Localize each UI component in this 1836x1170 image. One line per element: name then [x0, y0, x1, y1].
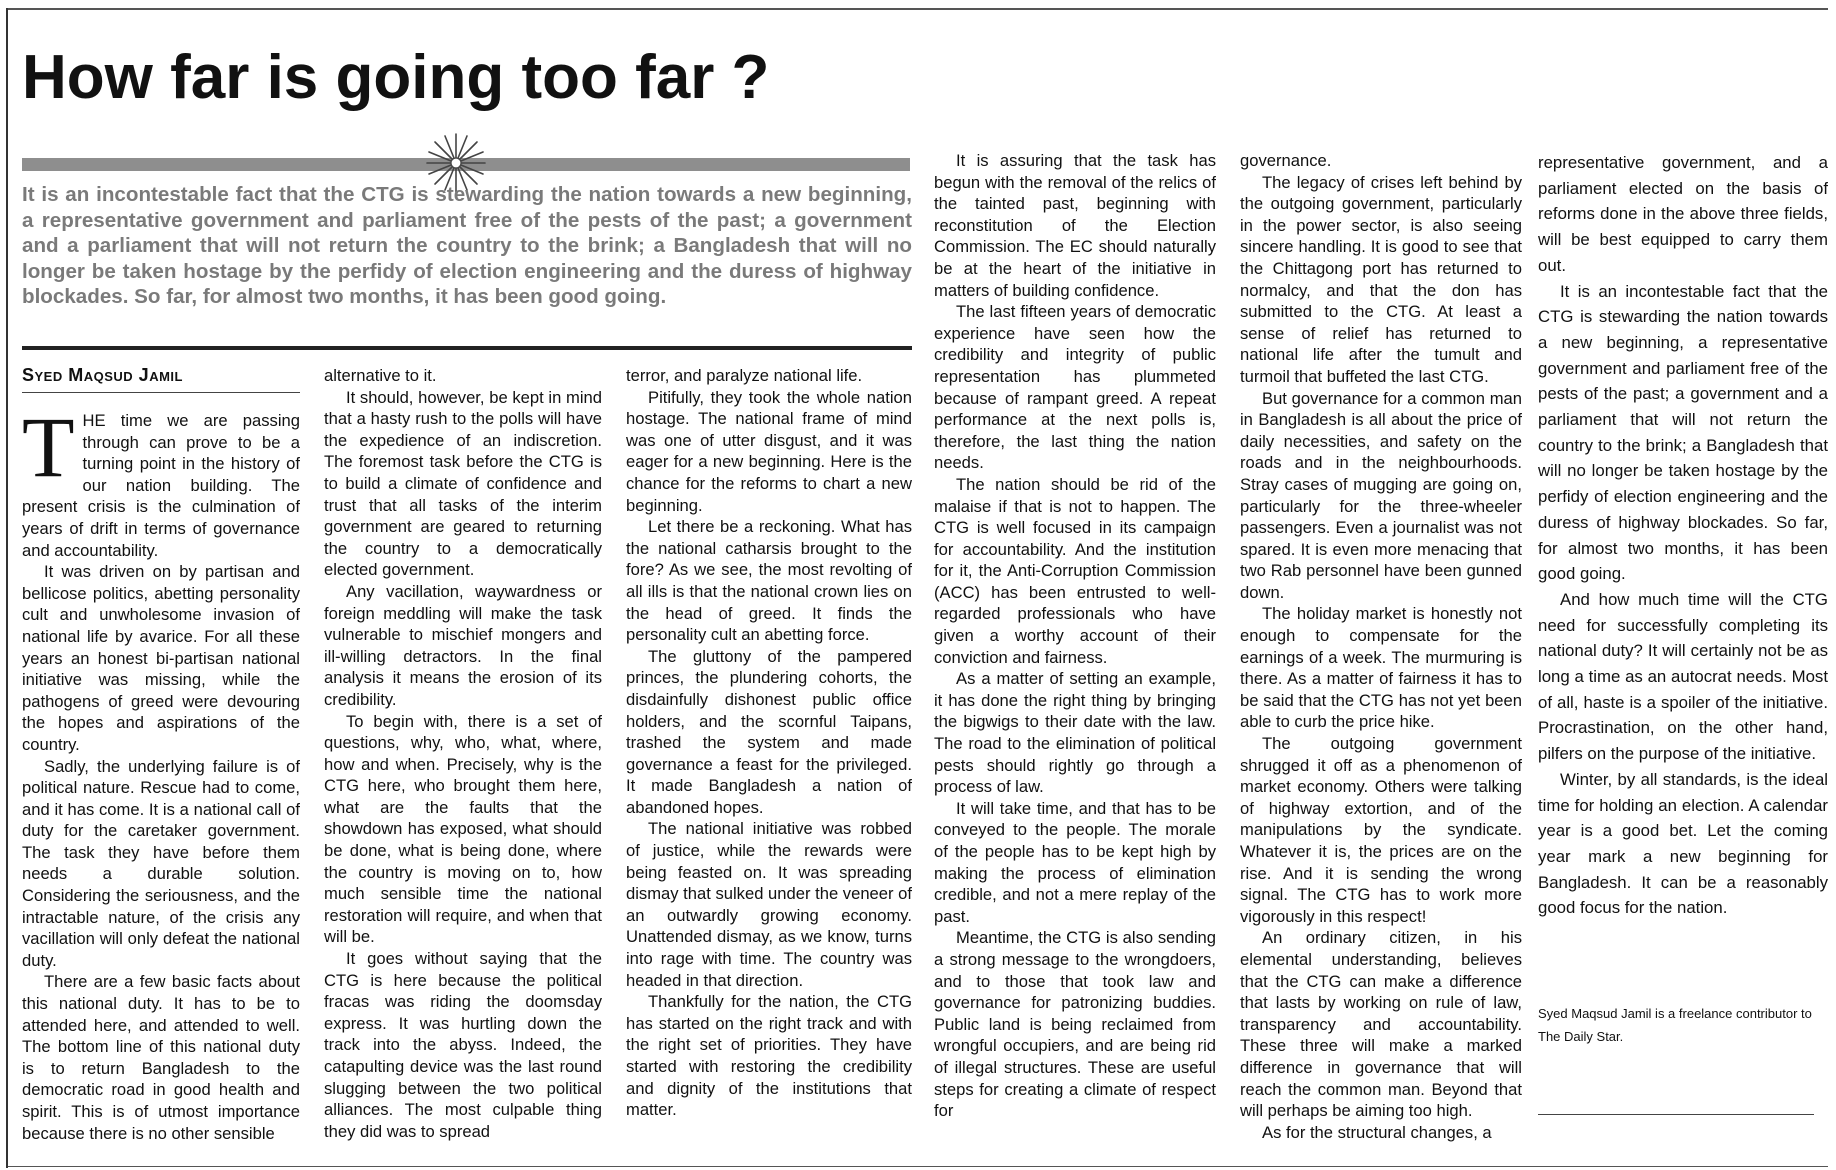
bottom-border-rule — [8, 1166, 1828, 1167]
paragraph: Winter, by all standards, is the ideal time for holding an election. A calendar year is a good bet. Let the coming year mark a new beginning for Bangladesh. It can be a reasonably good focus for the nation. — [1538, 769, 1828, 918]
author-bio-rule — [1538, 1114, 1814, 1115]
paragraph-continuation: governance. — [1240, 151, 1332, 170]
standfirst-bottom-rule — [22, 346, 912, 350]
paragraph: It should, however, be kept in mind that a hasty rush to the polls will have the expedience of an indiscretion. The foremost task before the CTG is to build a climate of confidence and trust that all tasks of the interim government are geared to returning the country to a democratically elected government. — [324, 387, 602, 580]
paragraph: An ordinary citizen, in his elemental understanding, believes that the CTG can make a difference that lasts by working on rule of law, transparency and accountability. These three will make a marked difference in governance that will reach the common man. Beyond that will perhaps be aiming too high. — [1240, 928, 1522, 1121]
byline: Syed Maqsud Jamil — [22, 365, 183, 385]
article-column-1 — [22, 410, 300, 1162]
headline: How far is going too far ? — [22, 43, 770, 112]
paragraph: There are a few basic facts about this national duty. It has to be to attended here, and attended to well. The bottom line of this national duty is to return Bangladesh to the democratic road in good health and spirit. This is of utmost importance because there is no other sensible — [22, 972, 300, 1143]
paragraph: It will take time, and that has to be conveyed to the people. The morale of the people has to be kept high by making the process of elimination credible, and not a mere replay of the past. — [934, 798, 1216, 926]
paragraph: It is assuring that the task has begun with the removal of the relics of the tainted past, beginning with reconstitution of the Election Commission. The EC should naturally be at the heart of the initiative in matters of building confidence. — [934, 151, 1216, 300]
paragraph: It is an incontestable fact that the CTG is stewarding the nation towards a new beginning, a representative government and parliament free of the pests of the past; a government and a parliament that will not return the country to the brink; a Bangladesh that will no longer be taken hostage by the perfidy of election engineering and the duress of highway blockades. So far, for almost two months, it has been good going. — [1538, 281, 1828, 584]
paragraph: The national initiative was robbed of justice, while the rewards were being feasted on. It was spreading dismay that sulked under the veneer of an outwardly growing economy. Unattended dismay, as we know, turns into rage with time. The country was headed in that direction. — [626, 819, 912, 990]
paragraph-continuation: alternative to it. — [324, 366, 437, 385]
paragraph: It was driven on by partisan and bellicose politics, abetting personality cult and unwholesome invasion of national life by avarice. For all these years an honest bi-partisan national initiative was missing, while the pathogens of greed were devouring the hopes and aspirations of the country. — [22, 562, 300, 754]
paragraph: Pitifully, they took the whole nation hostage. The national frame of mind was one of utter disgust, and it was eager for a new beginning. Here is the chance for the reforms to chart a new beginning. — [626, 387, 912, 515]
paragraph: Any vacillation, waywardness or foreign meddling will make the task vulnerable to mischief mongers and ill-willing detractors. In the final analysis it means the erosion of its credibility. — [324, 581, 602, 709]
paragraph: Meantime, the CTG is also sending a strong message to the wrongdoers, and to those that took law and governance for patronizing buddies. Public land is being reclaimed from wrongful occupiers, and are being rid of illegal structures. These are useful steps for creating a climate of respect for — [934, 928, 1216, 1121]
first-paragraph-text: HE time we are passing through can prove to be a turning point in the history of our nation building. The present crisis is the culmination of years of drift in terms of governance and accountability. — [22, 411, 300, 560]
left-border-rule — [6, 8, 8, 1168]
standfirst: It is an incontestable fact that the CTG is stewarding the nation towards a new beginning, a representative government and parliament free of the pests of the past; a government and a parliament that will not return the country to the brink; a Bangladesh that will no longer be taken hostage by the perfidy of election engineering and the duress of highway blockades. So far, for almost two months, it has been good going. — [22, 183, 912, 308]
paragraph: The nation should be rid of the malaise if that is not to happen. The CTG is well focused in its campaign for accountability. And the institution for it, the Anti-Corruption Commission (ACC) has been entrusted to well-regarded professionals who have given a worthy account of their conviction and fairness. — [934, 474, 1216, 667]
article-column-5 — [1240, 150, 1522, 1162]
dropcap: T — [22, 410, 75, 495]
article-column-2 — [324, 365, 602, 1162]
paragraph: But governance for a common man in Bangladesh is all about the price of daily necessities, and safety on the roads and in the neighbourhoods. Stray cases of mugging are going on, particularly for the three-wheeler passengers. Even a journalist was not spared. It is even more menacing that two Rab personnel have been gunned down. — [1240, 388, 1522, 602]
author-bio: Syed Maqsud Jamil is a freelance contributor to The Daily Star. — [1538, 1006, 1812, 1044]
byline-rule — [22, 392, 300, 393]
paragraph: And how much time will the CTG need for successfully completing its national duty? It will certainly not be as long a time as an autocrat needs. Most of all, haste is a spoiler of the initiative. Procrastination, on the other hand, pilfers on the purpose of the initiative. — [1538, 589, 1828, 764]
paragraph — [22, 410, 300, 561]
paragraph: The outgoing government shrugged it off as a phenomenon of market economy. Others were talking of highway extortion, and of the manipulations by the syndicate. Whatever it is, the prices are on the rise. And it is sending the wrong signal. The CTG has to work more vigorously in this respect! — [1240, 734, 1522, 926]
paragraph: Sadly, the underlying failure is of political nature. Rescue had to come, and it has come. It is a national call of duty for the caretaker government. The task they have before them needs a durable solution. Considering the seriousness, and the intractable nature, of the crisis any vacillation will only defeat the national duty. — [22, 756, 300, 970]
paragraph: The legacy of crises left behind by the outgoing government, particularly in the power sector, is also seeing sincere handling. It is good to see that the Chittagong port has returned to normalcy, and that the don has submitted to the CTG. At least a sense of relief has returned to national life after the tumult and turmoil that buffeted the last CTG. — [1240, 172, 1522, 386]
article-column-6 — [1538, 150, 1828, 990]
paragraph: Thankfully for the nation, the CTG has started on the right track and with the right set of priorities. They have started with restoring the credibility and dignity of the institutions that matter. — [626, 992, 912, 1120]
paragraph: The last fifteen years of democratic experience have seen how the credibility and integrity of public representation has plummeted because of rampant greed. A repeat performance at the next polls is, therefore, the last thing the nation needs. — [934, 302, 1216, 473]
paragraph: It goes without saying that the CTG is here because the political fracas was riding the doomsday express. It was hurtling down the track into the abyss. Indeed, the catapulting device was the last round slugging between the two political alliances. The most culpable thing they did was to spread — [324, 949, 602, 1141]
article-column-3 — [626, 365, 912, 1162]
paragraph: As for the structural changes, a — [1262, 1122, 1492, 1142]
paragraph-continuation: representative government, and a parliament elected on the basis of reforms done in the above three fields, will be best equipped to carry them out. — [1538, 153, 1828, 275]
paragraph-continuation: terror, and paralyze national life. — [626, 366, 863, 385]
article-column-4 — [934, 150, 1216, 1162]
paragraph: Let there be a reckoning. What has the national catharsis brought to the fore? As we see, the most revolting of all ills is that the national crown lies on the head of greed. It finds the personality cult an abetting force. — [626, 517, 912, 645]
paragraph: The gluttony of the pampered princes, the plundering cohorts, the disdainfully dishonest public office holders, and the scornful Taipans, trashed the system and made governance a feast for the privileged. It made Bangladesh a nation of abandoned hopes. — [626, 646, 912, 817]
paragraph: To begin with, there is a set of questions, why, who, what, where, how and when. Precisely, why is the CTG here, who brought them here, what are the faults that the showdown has exposed, what should be done, what is being done, where the country is moving on to, how much sensible time the national restoration will require, and when that will be. — [324, 711, 602, 947]
top-border-rule — [8, 8, 1828, 10]
paragraph: The holiday market is honestly not enough to compensate for the earnings of a week. The murmuring is there. As a matter of fairness it has to be said that the CTG has not yet been able to curb the price hike. — [1240, 604, 1522, 732]
paragraph: As a matter of setting an example, it has done the right thing by bringing the bigwigs to their date with the law. The road to the elimination of political pests should rightly go through a process of law. — [934, 669, 1216, 797]
